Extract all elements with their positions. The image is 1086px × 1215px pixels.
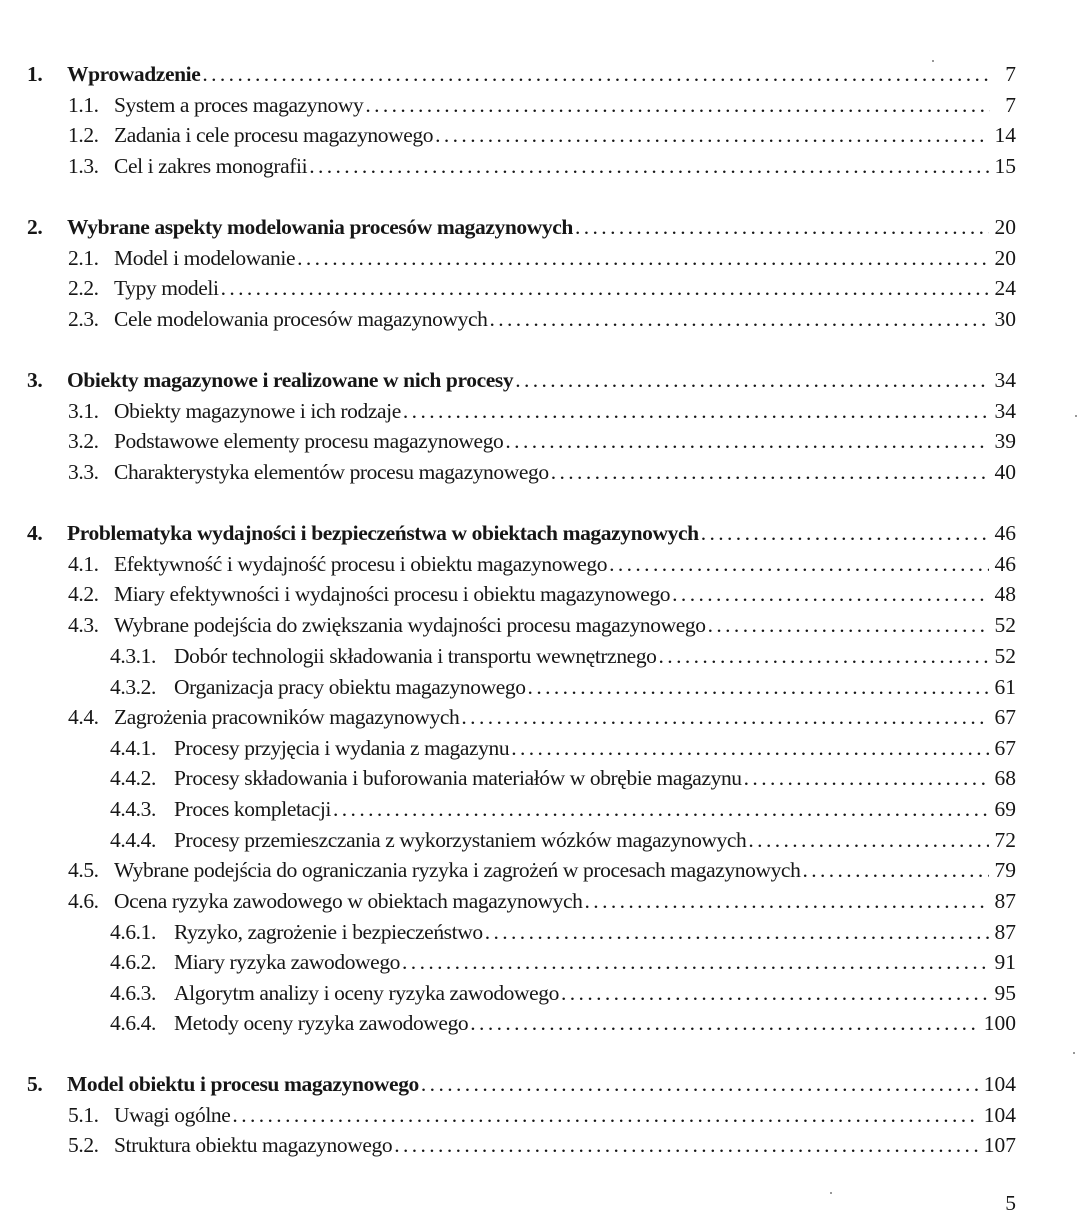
toc-entry-number: 1.3. <box>68 154 99 178</box>
toc-dot-leader <box>421 1069 978 1099</box>
toc-entry-number: 3.3. <box>68 460 99 484</box>
toc-dot-leader <box>394 1130 978 1160</box>
toc-section <box>0 610 1016 640</box>
toc-entry-title: Podstawowe elementy procesu magazynowego <box>114 429 504 453</box>
toc-dot-leader <box>511 733 988 763</box>
toc-dot-leader <box>551 457 989 487</box>
toc-entry-title: Model i modelowanie <box>114 246 296 270</box>
toc-entry-number: 4.4.2. <box>110 766 156 790</box>
toc-entry-page: 48 <box>994 582 1016 606</box>
toc-entry-page: 24 <box>994 276 1016 300</box>
toc-entry-page: 67 <box>994 705 1016 729</box>
scan-speck <box>830 1192 832 1194</box>
toc-entry-number: 5. <box>27 1072 43 1096</box>
toc-entry-title: Zagrożenia pracowników magazynowych <box>114 705 460 729</box>
toc-chapter <box>0 59 1016 89</box>
toc-dot-leader <box>708 610 989 640</box>
toc-section <box>0 549 1016 579</box>
toc-entry-number: 5.2. <box>68 1133 99 1157</box>
toc-entry-page: 72 <box>994 828 1016 852</box>
toc-dot-leader <box>402 947 988 977</box>
toc-entry-page: 100 <box>983 1011 1016 1035</box>
toc-section <box>0 304 1016 334</box>
toc-entry-title: Ryzyko, zagrożenie i bezpieczeństwo <box>174 920 483 944</box>
toc-entry-number: 5.1. <box>68 1103 99 1127</box>
toc-dot-leader <box>659 641 989 671</box>
toc-entry-page: 30 <box>994 307 1016 331</box>
scan-speck <box>1073 1052 1075 1054</box>
toc-entry-page: 40 <box>994 460 1016 484</box>
toc-entry-page: 68 <box>994 766 1016 790</box>
toc-chapter <box>0 518 1016 548</box>
toc-dot-leader <box>403 396 989 426</box>
toc-entry-page: 61 <box>994 675 1016 699</box>
toc-entry-page: 52 <box>994 613 1016 637</box>
toc-entry-page: 104 <box>983 1072 1016 1096</box>
toc-entry-page: 39 <box>994 429 1016 453</box>
toc-dot-leader <box>232 1100 977 1130</box>
toc-section <box>0 120 1016 150</box>
toc-dot-leader <box>575 212 989 242</box>
page-number: 5 <box>1005 1191 1016 1215</box>
toc-entry-title: Miary ryzyka zawodowego <box>174 950 401 974</box>
toc-entry-title: Miary efektywności i wydajności procesu i obiektu magazynowego <box>114 582 671 606</box>
toc-section <box>0 243 1016 273</box>
toc-entry-number: 4.4.4. <box>110 828 156 852</box>
toc-entry-number: 4.6.2. <box>110 950 156 974</box>
toc-entry-number: 2.3. <box>68 307 99 331</box>
toc-entry-title: Wybrane podejścia do ograniczania ryzyka i zagrożeń w procesach magazynowych <box>114 858 801 882</box>
toc-entry-page: 87 <box>994 889 1016 913</box>
toc-section <box>0 426 1016 456</box>
toc-section <box>0 90 1016 120</box>
toc-entry-title: Typy modeli <box>114 276 219 300</box>
toc-subsection <box>0 641 1016 671</box>
toc-entry-number: 1.1. <box>68 93 99 117</box>
toc-entry-page: 20 <box>994 215 1016 239</box>
toc-entry-page: 46 <box>994 521 1016 545</box>
toc-entry-page: 87 <box>994 920 1016 944</box>
toc-entry-title: Cel i zakres monografii <box>114 154 308 178</box>
toc-entry-page: 104 <box>983 1103 1016 1127</box>
toc-entry-title: Charakterystyka elementów procesu magazynowego <box>114 460 549 484</box>
toc-dot-leader <box>202 59 990 89</box>
toc-entry-page: 46 <box>994 552 1016 576</box>
toc-subsection <box>0 672 1016 702</box>
toc-entry-number: 1.2. <box>68 123 99 147</box>
toc-section <box>0 702 1016 732</box>
toc-subsection <box>0 825 1016 855</box>
toc-entry-title: Dobór technologii składowania i transportu wewnętrznego <box>174 644 657 668</box>
toc-subsection <box>0 947 1016 977</box>
toc-entry-page: 107 <box>983 1133 1016 1157</box>
toc-subsection <box>0 917 1016 947</box>
toc-dot-leader <box>528 672 989 702</box>
toc-entry-number: 4.4.1. <box>110 736 156 760</box>
toc-entry-title: Metody oceny ryzyka zawodowego <box>174 1011 469 1035</box>
toc-entry-title: System a proces magazynowy <box>114 93 364 117</box>
toc-section <box>0 855 1016 885</box>
toc-entry-number: 2.2. <box>68 276 99 300</box>
toc-entry-title: Procesy składowania i buforowania materiałów w obrębie magazynu <box>174 766 742 790</box>
toc-entry-page: 34 <box>994 368 1016 392</box>
toc-section <box>0 273 1016 303</box>
toc-entry-title: Obiekty magazynowe i realizowane w nich procesy <box>67 368 514 392</box>
toc-dot-leader <box>309 151 988 181</box>
toc-entry-title: Cele modelowania procesów magazynowych <box>114 307 488 331</box>
toc-dot-leader <box>561 978 989 1008</box>
toc-entry-number: 3.1. <box>68 399 99 423</box>
toc-dot-leader <box>435 120 988 150</box>
toc-entry-number: 2.1. <box>68 246 99 270</box>
toc-section <box>0 457 1016 487</box>
toc-dot-leader <box>489 304 988 334</box>
toc-dot-leader <box>485 917 989 947</box>
toc-dot-leader <box>585 886 989 916</box>
toc-subsection <box>0 978 1016 1008</box>
toc-subsection <box>0 763 1016 793</box>
toc-dot-leader <box>505 426 988 456</box>
toc-entry-number: 4.1. <box>68 552 99 576</box>
toc-section <box>0 579 1016 609</box>
toc-entry-title: Zadania i cele procesu magazynowego <box>114 123 434 147</box>
toc-entry-number: 4.4.3. <box>110 797 156 821</box>
toc-section <box>0 151 1016 181</box>
toc-dot-leader <box>515 365 988 395</box>
toc-entry-page: 7 <box>1005 62 1016 86</box>
toc-entry-number: 4.3.2. <box>110 675 156 699</box>
scan-speck <box>932 60 934 62</box>
toc-dot-leader <box>672 579 988 609</box>
toc-entry-number: 4.6. <box>68 889 99 913</box>
toc-section <box>0 886 1016 916</box>
toc-section <box>0 1100 1016 1130</box>
toc-dot-leader <box>461 702 988 732</box>
toc-entry-title: Problematyka wydajności i bezpieczeństwa w obiektach magazynowych <box>67 521 699 545</box>
toc-entry-title: Algorytm analizy i oceny ryzyka zawodowego <box>174 981 559 1005</box>
toc-dot-leader <box>744 763 989 793</box>
toc-entry-title: Wprowadzenie <box>67 62 201 86</box>
toc-entry-page: 67 <box>994 736 1016 760</box>
toc-dot-leader <box>470 1008 977 1038</box>
toc-entry-number: 4.6.3. <box>110 981 156 1005</box>
toc-dot-leader <box>221 273 989 303</box>
toc-entry-page: 79 <box>994 858 1016 882</box>
toc-entry-page: 15 <box>994 154 1016 178</box>
toc-entry-number: 4.3. <box>68 613 99 637</box>
toc-section <box>0 396 1016 426</box>
toc-section <box>0 1130 1016 1160</box>
toc-entry-page: 20 <box>994 246 1016 270</box>
toc-entry-title: Efektywność i wydajność procesu i obiektu magazynowego <box>114 552 608 576</box>
scan-speck <box>1075 415 1077 417</box>
toc-entry-title: Procesy przyjęcia i wydania z magazynu <box>174 736 510 760</box>
toc-entry-title: Organizacja pracy obiektu magazynowego <box>174 675 526 699</box>
toc-dot-leader <box>609 549 988 579</box>
toc-entry-title: Obiekty magazynowe i ich rodzaje <box>114 399 401 423</box>
toc-entry-number: 4. <box>27 521 43 545</box>
toc-entry-number: 4.2. <box>68 582 99 606</box>
toc-dot-leader <box>748 825 988 855</box>
toc-entry-number: 4.5. <box>68 858 99 882</box>
toc-dot-leader <box>365 90 990 120</box>
toc-dot-leader <box>802 855 988 885</box>
toc-dot-leader <box>297 243 988 273</box>
toc-entry-number: 3.2. <box>68 429 99 453</box>
toc-entry-title: Proces kompletacji <box>174 797 331 821</box>
toc-entry-page: 69 <box>994 797 1016 821</box>
toc-subsection <box>0 794 1016 824</box>
toc-entry-title: Wybrane podejścia do zwiększania wydajności procesu magazynowego <box>114 613 706 637</box>
toc-entry-page: 14 <box>994 123 1016 147</box>
toc-entry-number: 4.3.1. <box>110 644 156 668</box>
toc-chapter <box>0 212 1016 242</box>
toc-dot-leader <box>701 518 989 548</box>
toc-entry-page: 7 <box>1005 93 1016 117</box>
toc-entry-number: 2. <box>27 215 43 239</box>
toc-entry-page: 91 <box>994 950 1016 974</box>
toc-chapter <box>0 1069 1016 1099</box>
toc-chapter <box>0 365 1016 395</box>
toc-entry-number: 3. <box>27 368 43 392</box>
toc-entry-title: Model obiektu i procesu magazynowego <box>67 1072 419 1096</box>
toc-entry-page: 95 <box>994 981 1016 1005</box>
toc-subsection <box>0 733 1016 763</box>
toc-entry-number: 4.6.1. <box>110 920 156 944</box>
toc-dot-leader <box>333 794 989 824</box>
toc-entry-title: Procesy przemieszczania z wykorzystaniem wózków magazynowych <box>174 828 747 852</box>
toc-entry-number: 1. <box>27 62 43 86</box>
toc-entry-title: Struktura obiektu magazynowego <box>114 1133 393 1157</box>
toc-entry-page: 34 <box>994 399 1016 423</box>
toc-entry-number: 4.4. <box>68 705 99 729</box>
toc-entry-title: Ocena ryzyka zawodowego w obiektach magazynowych <box>114 889 583 913</box>
toc-subsection <box>0 1008 1016 1038</box>
toc-entry-title: Wybrane aspekty modelowania procesów magazynowych <box>67 215 573 239</box>
toc-entry-page: 52 <box>994 644 1016 668</box>
toc-entry-number: 4.6.4. <box>110 1011 156 1035</box>
toc-entry-title: Uwagi ogólne <box>114 1103 231 1127</box>
